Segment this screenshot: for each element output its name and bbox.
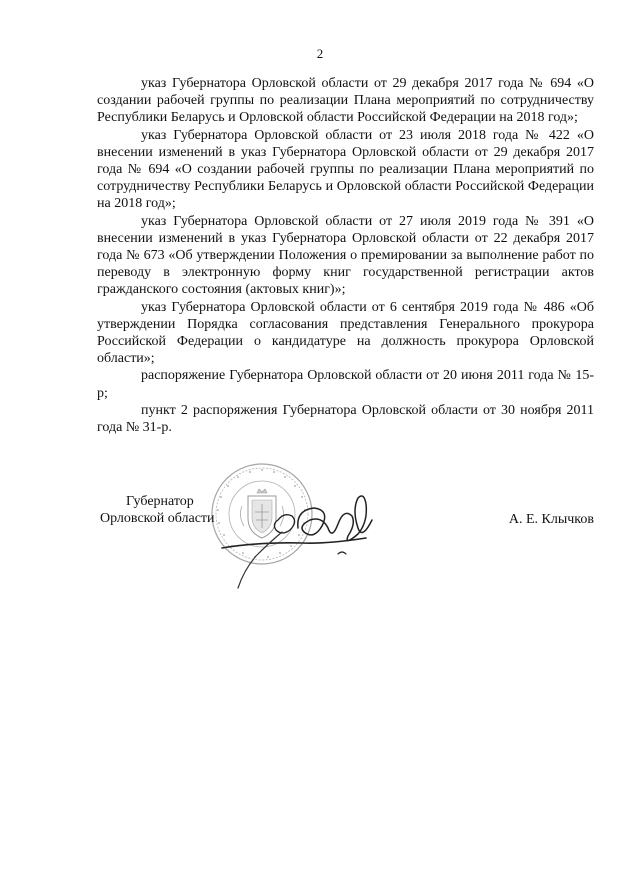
- list-item: указ Губернатора Орловской области от 6 сентября 2019 года № 486 «Об утверждении Порядка согласования представления Генерального прокурора Российской Федерации о кандидатуре на должность прокурора Орловской области»;: [97, 299, 594, 367]
- page-number: 2: [316, 46, 324, 61]
- signature-block: [0, 460, 640, 600]
- signatory-title-line2: Орловской области: [100, 511, 215, 527]
- list-item: указ Губернатора Орловской области от 23 июля 2018 года № 422 «О внесении изменений в указ Губернатора Орловской области от 29 декабря 2017 года № 694 «О создании рабочей группы по реализации Плана мероприятий по сотрудничеству Республики Беларусь и Орловской области Российской Федерации на 2018 год»;: [97, 127, 594, 212]
- list-item: распоряжение Губернатора Орловской области от 20 июня 2011 года № 15-р;: [97, 368, 594, 401]
- list-item: указ Губернатора Орловской области от 27 июля 2019 года № 391 «О внесении изменений в указ Губернатора Орловской области от 22 декабря 2017 года № 673 «Об утверждении Положения о премировании за выполнение работ по переводу в электронную форму книг государственной регистрации актов гражданского состояния (актовых книг)»;: [97, 213, 594, 298]
- list-item: пункт 2 распоряжения Губернатора Орловской области от 30 ноября 2011 года № 31-р.: [97, 402, 594, 436]
- signatory-title-line1: Губернатор: [126, 494, 194, 509]
- signatory-name: А. Е. Клычков: [508, 512, 594, 527]
- document-body: [97, 75, 594, 436]
- list-item: указ Губернатора Орловской области от 29 декабря 2017 года № 694 «О создании рабочей группы по реализации Плана мероприятий по сотрудничеству Республики Беларусь и Орловской области Российской Федерации на 2018 год»;: [97, 76, 594, 126]
- signatory-title: [100, 493, 230, 527]
- handwritten-signature-icon: [218, 480, 388, 590]
